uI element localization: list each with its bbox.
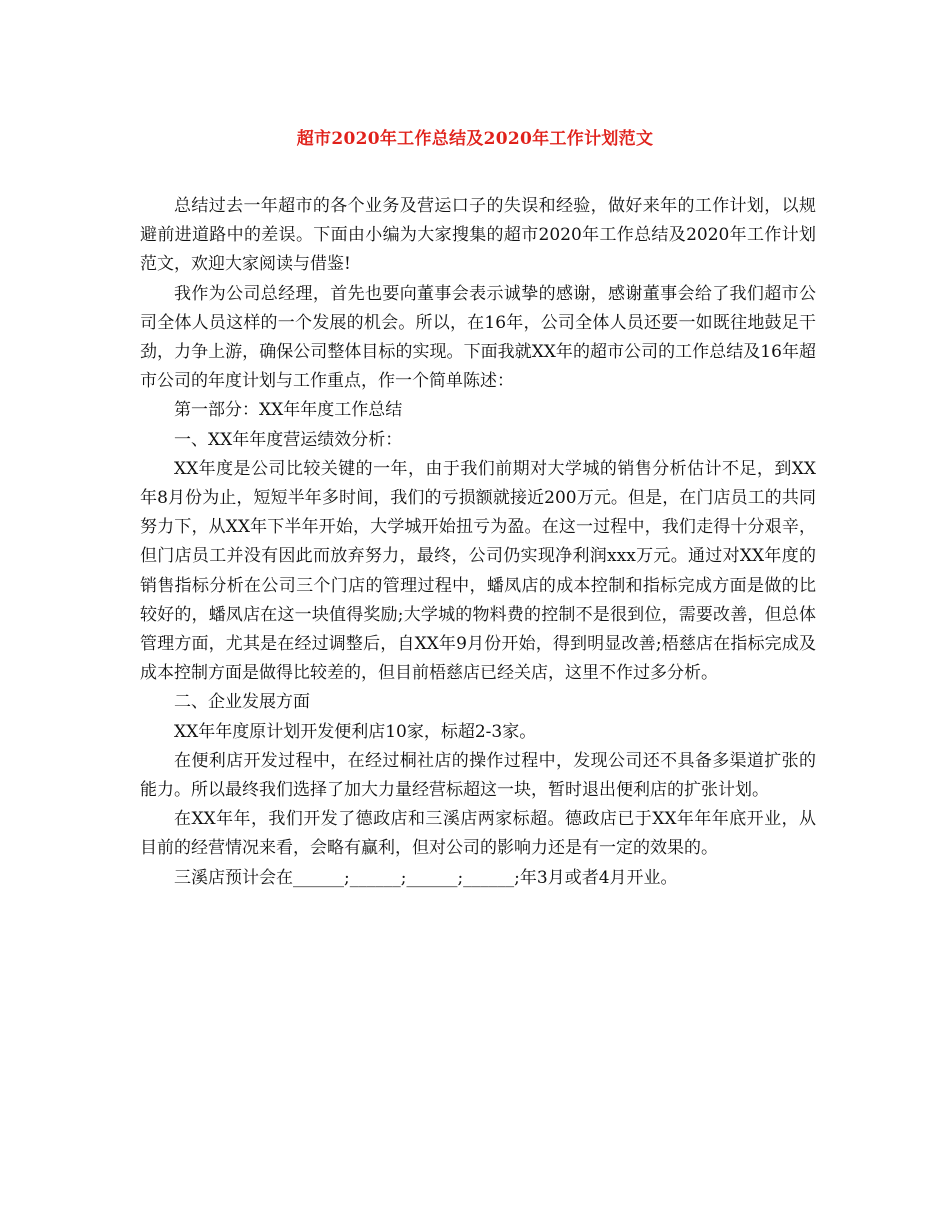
subsection-heading-development: 二、企业发展方面: [174, 692, 310, 713]
paragraph-performance-analysis: XX年度是公司比较关键的一年，由于我们前期对大学城的销售分析估计不足，到XX年8月份为止，短短半年多时间，我们的亏损额就接近200万元。但是，在门店员工的共同努力下，从XX年下半年开始，大学城开始扭亏为盈。在这一过程中，我们走得十分艰辛，但门店员工并没有因此而放弃努力，最终，公司仍实现净利润xxx万元。通过对XX年度的销售指标分析在公司三个门店的管理过程中，蟠凤店的成本控制和指标完成方面是做的比较好的，蟠凤店在这一块值得奖励;大学城的物料费的控制不是很到位，需要改善，但总体管理方面，尤其是在经过调整后，自XX年9月份开始，得到明显改善;梧慈店在指标完成及成本控制方面是做得比较差的，但目前梧慈店已经关店，这里不作过多分析。: [140, 458, 816, 684]
paragraph-development-plan: XX年年度原计划开发便利店10家，标超2-3家。: [174, 721, 537, 742]
paragraph-convenience-store: 在便利店开发过程中，在经过桐社店的操作过程中，发现公司还不具备多渠道扩张的能力。所以最终我们选择了加大力量经营标超这一块，暂时退出便利店的扩张计划。: [140, 750, 816, 801]
document-title: 超市2020年工作总结及2020年工作计划范文: [296, 129, 654, 149]
document-body: [140, 192, 816, 893]
paragraph-intro: 总结过去一年超市的各个业务及营运口子的失误和经验，做好来年的工作计划，以规避前进道路中的差误。下面由小编为大家搜集的超市2020年工作总结及2020年工作计划范文，欢迎大家阅读与借鉴!: [140, 196, 816, 275]
paragraph-manager-thanks: 我作为公司总经理，首先也要向董事会表示诚挚的感谢，感谢董事会给了我们超市公司全体人员这样的一个发展的机会。所以，在16年，公司全体人员还要一如既往地鼓足干劲，力争上游，确保公司整体目标的实现。下面我就XX年的超市公司的工作总结及16年超市公司的年度计划与工作重点，作一个简单陈述：: [140, 283, 816, 392]
subsection-heading-performance: 一、XX年年度营运绩效分析：: [174, 429, 403, 450]
section-heading-part-one: 第一部分：XX年年度工作总结: [174, 400, 403, 421]
paragraph-new-stores: 在XX年年，我们开发了德政店和三溪店两家标超。德政店已于XX年年年底开业，从目前的经营情况来看，会略有赢利，但对公司的影响力还是有一定的效果的。: [140, 809, 816, 859]
paragraph-sanxi-opening: 三溪店预计会在______;______;______;______;年3月或者4月开业。: [174, 867, 678, 888]
